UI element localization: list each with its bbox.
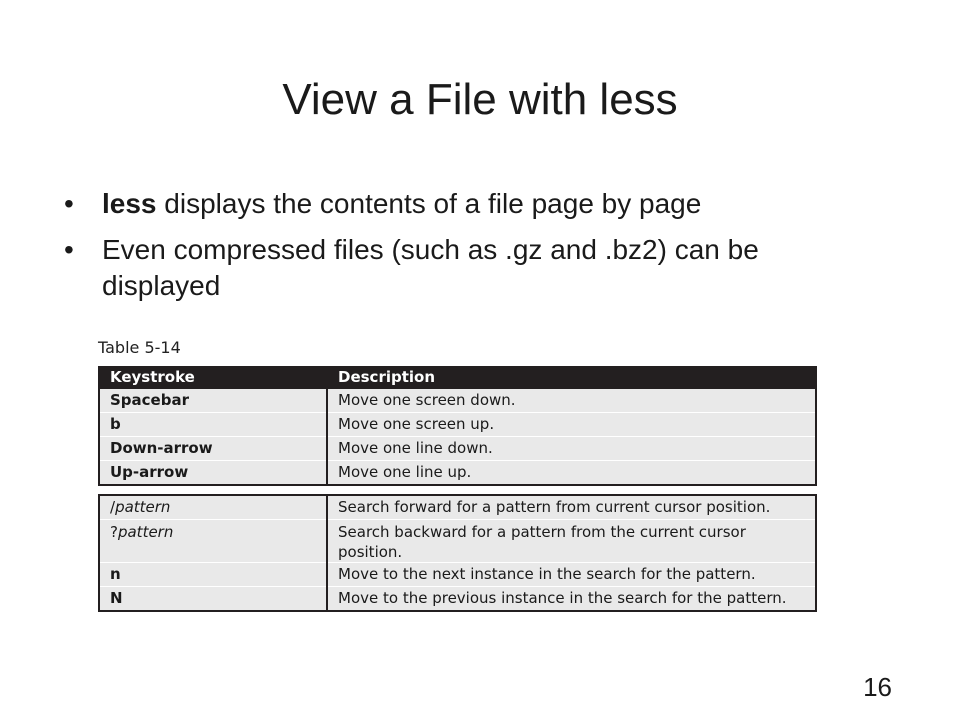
keystroke-cell: Up-arrow [99,461,327,486]
table-row [99,461,816,486]
page-number: 16 [863,672,892,702]
table-row [99,495,816,520]
keystroke-cell: N [99,587,327,612]
description-cell: Move one screen down. [327,389,816,413]
bullet-item [64,186,884,222]
description-cell: Move to the next instance in the search for the pattern. [327,563,816,587]
keystroke-cell [99,520,327,563]
description-cell: Move one screen up. [327,413,816,437]
table-header-row [99,366,816,389]
key-prefix: ? [110,523,118,541]
key-pattern: pattern [117,523,174,541]
bullet-text: Even compressed files (such as .gz and .bz2) can be displayed [102,234,759,301]
table-row [99,520,816,563]
bullet-item [64,232,884,304]
table-row [99,563,816,587]
table-row [99,413,816,437]
description-cell: Move one line up. [327,461,816,486]
keystroke-cell: n [99,563,327,587]
bullet-text: displays the contents of a file page by page [156,188,702,219]
bullet-list [64,186,884,314]
table-row [99,437,816,461]
keystroke-cell: Spacebar [99,389,327,413]
keystroke-cell [99,495,327,520]
description-cell: Move one line down. [327,437,816,461]
table-caption: Table 5-14 [98,338,181,357]
slide-title: View a File with less [282,75,678,124]
bullet-bold-lead: less [102,188,157,219]
keystroke-cell: b [99,413,327,437]
header-description: Description [327,366,816,389]
table-row [99,587,816,612]
table-row [99,389,816,413]
description-cell: Search forward for a pattern from current cursor position. [327,495,816,520]
keystroke-table-top [98,366,817,486]
description-cell: Search backward for a pattern from the current cursor position. [327,520,816,563]
keystroke-cell: Down-arrow [99,437,327,461]
bullet-marker: • [64,188,74,219]
key-prefix: / [110,498,116,516]
header-keystroke: Keystroke [99,366,327,389]
key-pattern: pattern [115,498,171,516]
keystroke-table-bottom [98,494,817,612]
bullet-marker: • [64,234,74,265]
description-cell: Move to the previous instance in the search for the pattern. [327,587,816,612]
